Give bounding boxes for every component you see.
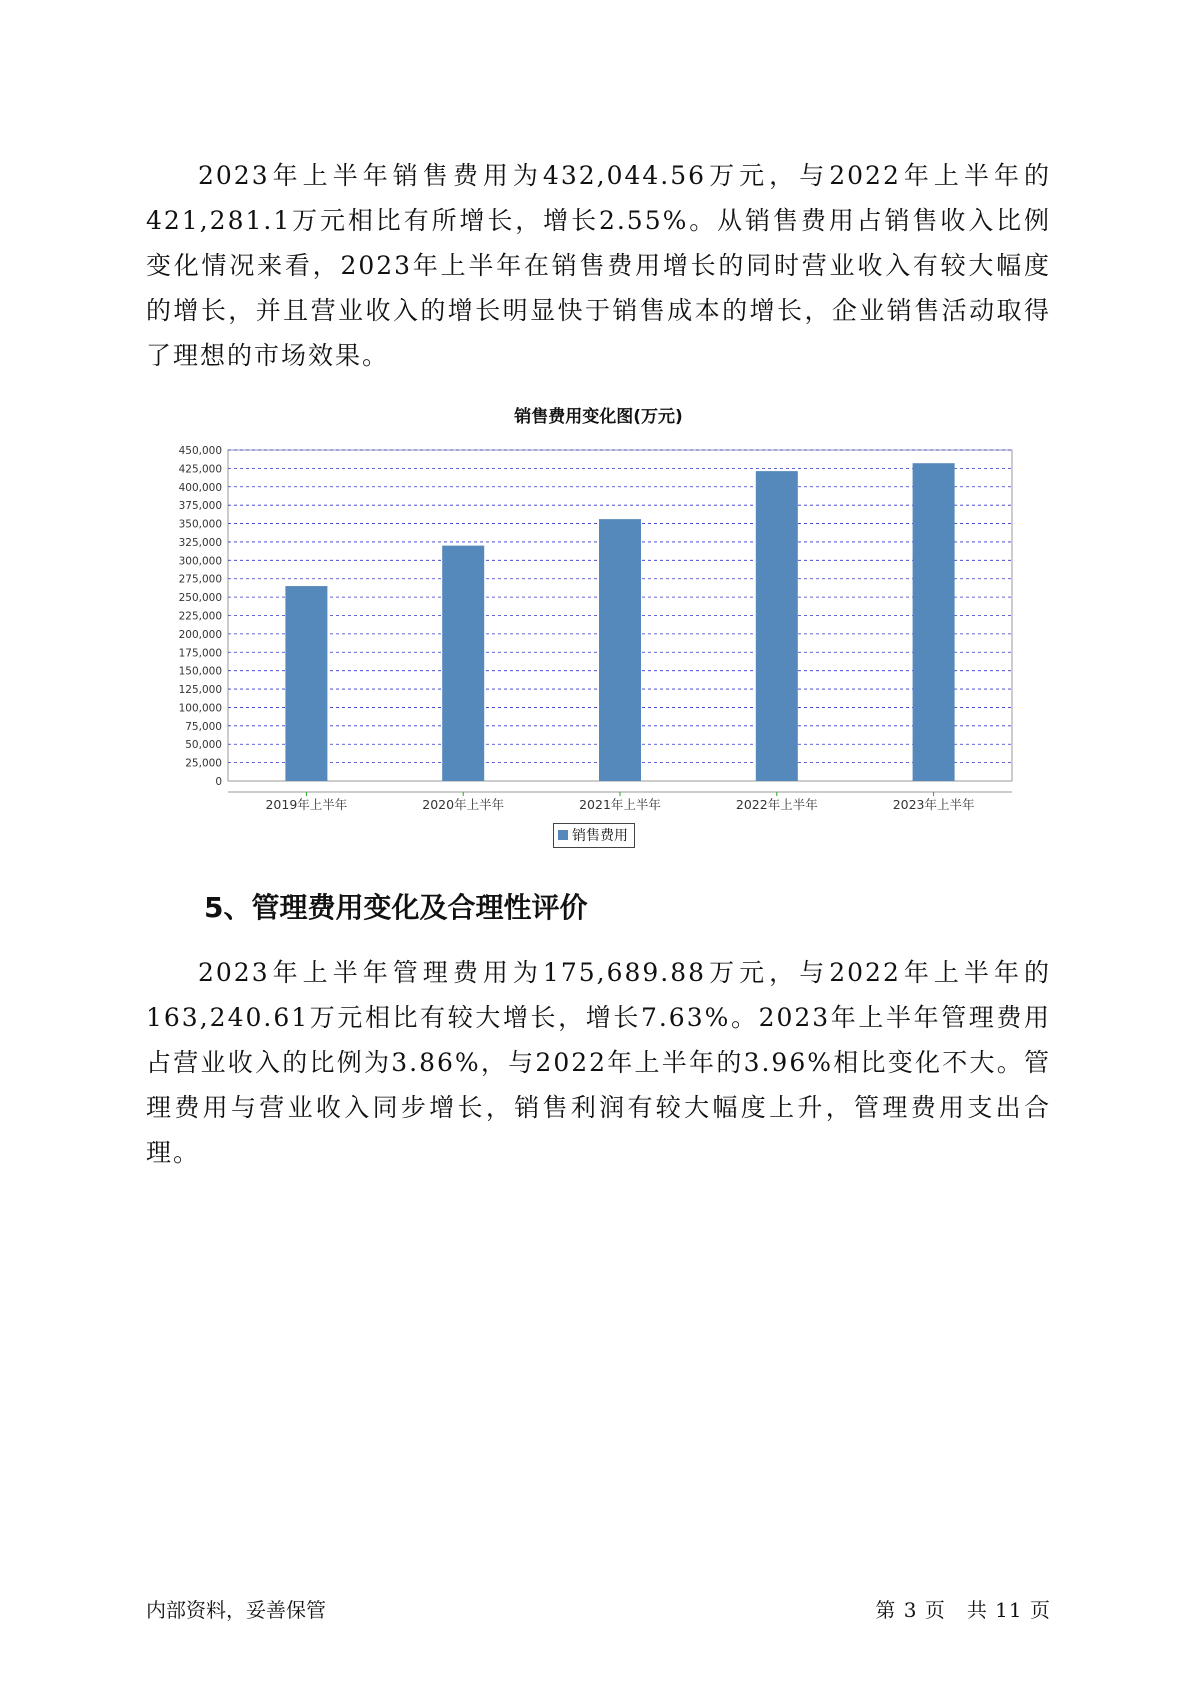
y-tick-label: 325,000: [178, 536, 222, 549]
y-tick-label: 150,000: [178, 665, 222, 678]
section-heading: 5、管理费用变化及合理性评价: [204, 891, 588, 924]
bar: [599, 519, 641, 781]
admin-expense-paragraph: 2023年上半年管理费用为175,689.88万元，与2022年上半年的163,240.61万元相比有较大增长，增长7.63%。2023年上半年管理费用占营业收入的比例为3.86%，与2022年上半年的3.96%相比变化不大。管理费用与营业收入同步增长，销售利润有较大幅度上升，管理费用支出合理。: [146, 958, 1051, 1167]
x-tick-label: 2021年上半年: [579, 797, 661, 812]
bar: [913, 463, 955, 781]
page-number: 第 3 页 共 11 页: [875, 1598, 1051, 1622]
bar: [756, 471, 798, 781]
y-tick-label: 300,000: [178, 555, 222, 568]
y-tick-label: 375,000: [178, 500, 222, 513]
y-tick-label: 400,000: [178, 481, 222, 494]
y-tick-label: 75,000: [185, 720, 222, 733]
bar: [442, 546, 484, 781]
x-tick-label: 2022年上半年: [735, 797, 818, 812]
y-tick-label: 275,000: [178, 573, 222, 586]
y-tick-label: 0: [215, 776, 222, 788]
chart-legend: [553, 823, 635, 848]
x-tick-label: 2023年上半年: [892, 797, 975, 812]
y-tick-label: 250,000: [178, 592, 222, 605]
y-tick-label: 125,000: [178, 684, 222, 697]
y-tick-label: 450,000: [178, 445, 222, 457]
y-tick-label: 425,000: [178, 463, 222, 476]
x-tick-label: 2020年上半年: [422, 797, 505, 812]
legend-swatch: [558, 830, 568, 840]
bar: [285, 586, 327, 781]
y-tick-label: 50,000: [185, 739, 222, 752]
legend-label: 销售费用: [572, 828, 628, 844]
y-tick-label: 350,000: [178, 518, 222, 531]
y-tick-label: 25,000: [185, 757, 222, 770]
chart-title: 销售费用变化图(万元): [514, 407, 683, 427]
sales-expense-paragraph: 2023年上半年销售费用为432,044.56万元，与2022年上半年的421,281.1万元相比有所增长，增长2.55%。从销售费用占销售收入比例变化情况来看，2023年上半年在销售费用增长的同时营业收入有较大幅度的增长，并且营业收入的增长明显快于销售成本的增长，企业销售活动取得了理想的市场效果。: [146, 161, 1051, 370]
y-tick-label: 200,000: [178, 628, 222, 641]
x-tick-label: 2019年上半年: [265, 797, 348, 812]
y-tick-label: 225,000: [178, 610, 222, 623]
footer-note: 内部资料，妥善保管: [146, 1598, 326, 1622]
y-tick-label: 175,000: [178, 647, 222, 660]
y-tick-label: 100,000: [178, 702, 222, 715]
